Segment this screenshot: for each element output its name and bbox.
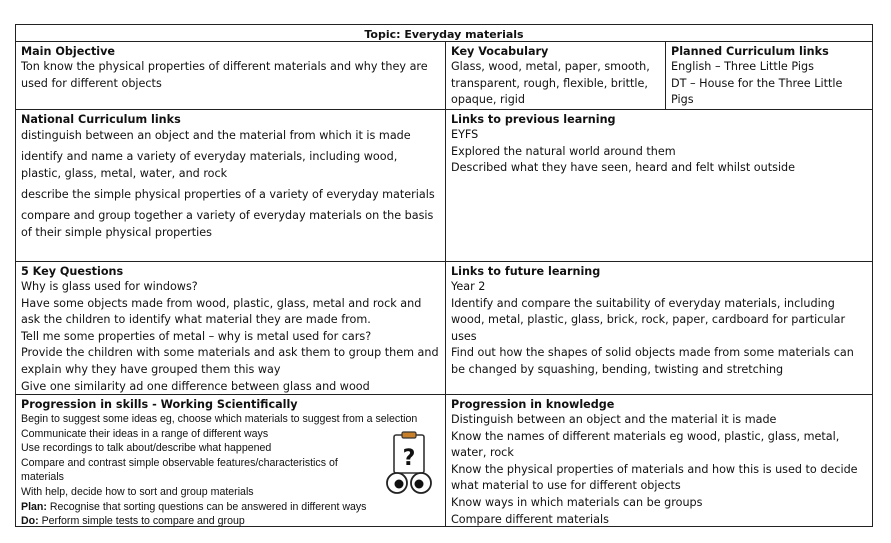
future-learning-line: Year 2 (451, 280, 486, 293)
national-curriculum-item: distinguish between an object and the material from which it is made (21, 129, 411, 142)
knowledge-line: Know the names of different materials eg wood, plastic, glass, metal, water, rock (451, 429, 840, 460)
key-vocabulary-text: Glass, wood, metal, paper, smooth, transparent, rough, flexible, brittle, opaque, rigid (451, 60, 650, 107)
page-title: Topic: Everyday materials (16, 25, 872, 42)
knowledge-line: Know ways in which materials can be groups (451, 495, 703, 509)
do-text: Perform simple tests to compare and group (38, 515, 245, 526)
curriculum-link-line: English – Three Little Pigs (671, 60, 814, 73)
future-learning-cell (446, 262, 872, 395)
skills-heading: Progression in skills - Working Scientifically (21, 398, 298, 411)
skills-line: With help, decide how to sort and group materials (21, 485, 254, 498)
knowledge-cell (446, 395, 872, 526)
main-objective-text: Ton know the physical properties of different materials and why they are used for different objects (21, 60, 428, 90)
skills-do (21, 514, 440, 526)
plan-text: Recognise that sorting questions can be answered in different ways (46, 500, 367, 513)
skills-line: Use recordings to talk about/describe what happened (21, 442, 272, 455)
skills-plan (21, 500, 440, 515)
do-label: Do: (21, 515, 39, 526)
skills-cell (16, 395, 446, 526)
future-learning-heading: Links to future learning (451, 265, 601, 278)
plan-label: Plan: (21, 500, 47, 513)
key-question-line: Tell me some properties of metal – why is metal used for cars? (21, 329, 372, 343)
clipboard-question-icon (380, 431, 438, 499)
national-curriculum-cell (16, 110, 446, 262)
key-vocabulary-cell (446, 42, 666, 110)
skills-line: Compare and contrast simple observable features/characteristics of materials (21, 456, 338, 484)
curriculum-links-cell (666, 42, 872, 110)
national-curriculum-heading: National Curriculum links (21, 113, 181, 126)
key-questions-cell (16, 262, 446, 395)
main-objective-heading: Main Objective (21, 45, 116, 58)
previous-learning-line: Described what they have seen, heard and felt whilst outside (451, 161, 796, 175)
planning-sheet (15, 24, 873, 527)
previous-learning-line: Explored the natural world around them (451, 144, 676, 158)
previous-learning-cell (446, 110, 872, 262)
previous-learning-heading: Links to previous learning (451, 113, 616, 126)
key-question-line: Give one similarity ad one difference between glass and wood (21, 379, 370, 393)
national-curriculum-item: identify and name a variety of everyday materials, including wood, plastic, glass, metal, water, and rock (21, 150, 398, 180)
key-question-line: Have some objects made from wood, plastic, glass, metal and rock and ask the children to identify what material they are made from. (21, 296, 422, 327)
curriculum-links-heading: Planned Curriculum links (671, 45, 829, 58)
knowledge-line: Compare different materials (451, 512, 609, 526)
key-questions-heading: 5 Key Questions (21, 265, 124, 278)
national-curriculum-item: describe the simple physical properties of a variety of everyday materials (21, 188, 435, 201)
previous-learning-line: EYFS (451, 128, 479, 141)
future-learning-line: Find out how the shapes of solid objects made from some materials can be changed by squashing, bending, twisting and stretching (451, 346, 854, 376)
knowledge-heading: Progression in knowledge (451, 398, 615, 411)
curriculum-link-line: DT – House for the Three Little Pigs (671, 76, 843, 107)
skills-line: Communicate their ideas in a range of different ways (21, 427, 269, 440)
key-question-line: Why is glass used for windows? (21, 280, 198, 293)
key-vocabulary-heading: Key Vocabulary (451, 45, 549, 58)
skills-line: Begin to suggest some ideas eg, choose which materials to suggest from a selection (21, 413, 418, 425)
key-question-line: Provide the children with some materials and ask them to group them and explain why they have grouped them this way (21, 346, 439, 376)
question-mark: ? (402, 446, 416, 471)
future-learning-line: Identify and compare the suitability of everyday materials, including wood, metal, plastic, glass, brick, rock, paper, cardboard for particular uses (451, 296, 846, 343)
national-curriculum-item: compare and group together a variety of everyday materials on the basis of their simple physical properties (21, 209, 434, 239)
main-objective-cell (16, 42, 446, 110)
knowledge-line: Distinguish between an object and the material it is made (451, 413, 777, 426)
knowledge-line: Know the physical properties of materials and how this is used to decide what material to use for different objects (451, 462, 858, 493)
